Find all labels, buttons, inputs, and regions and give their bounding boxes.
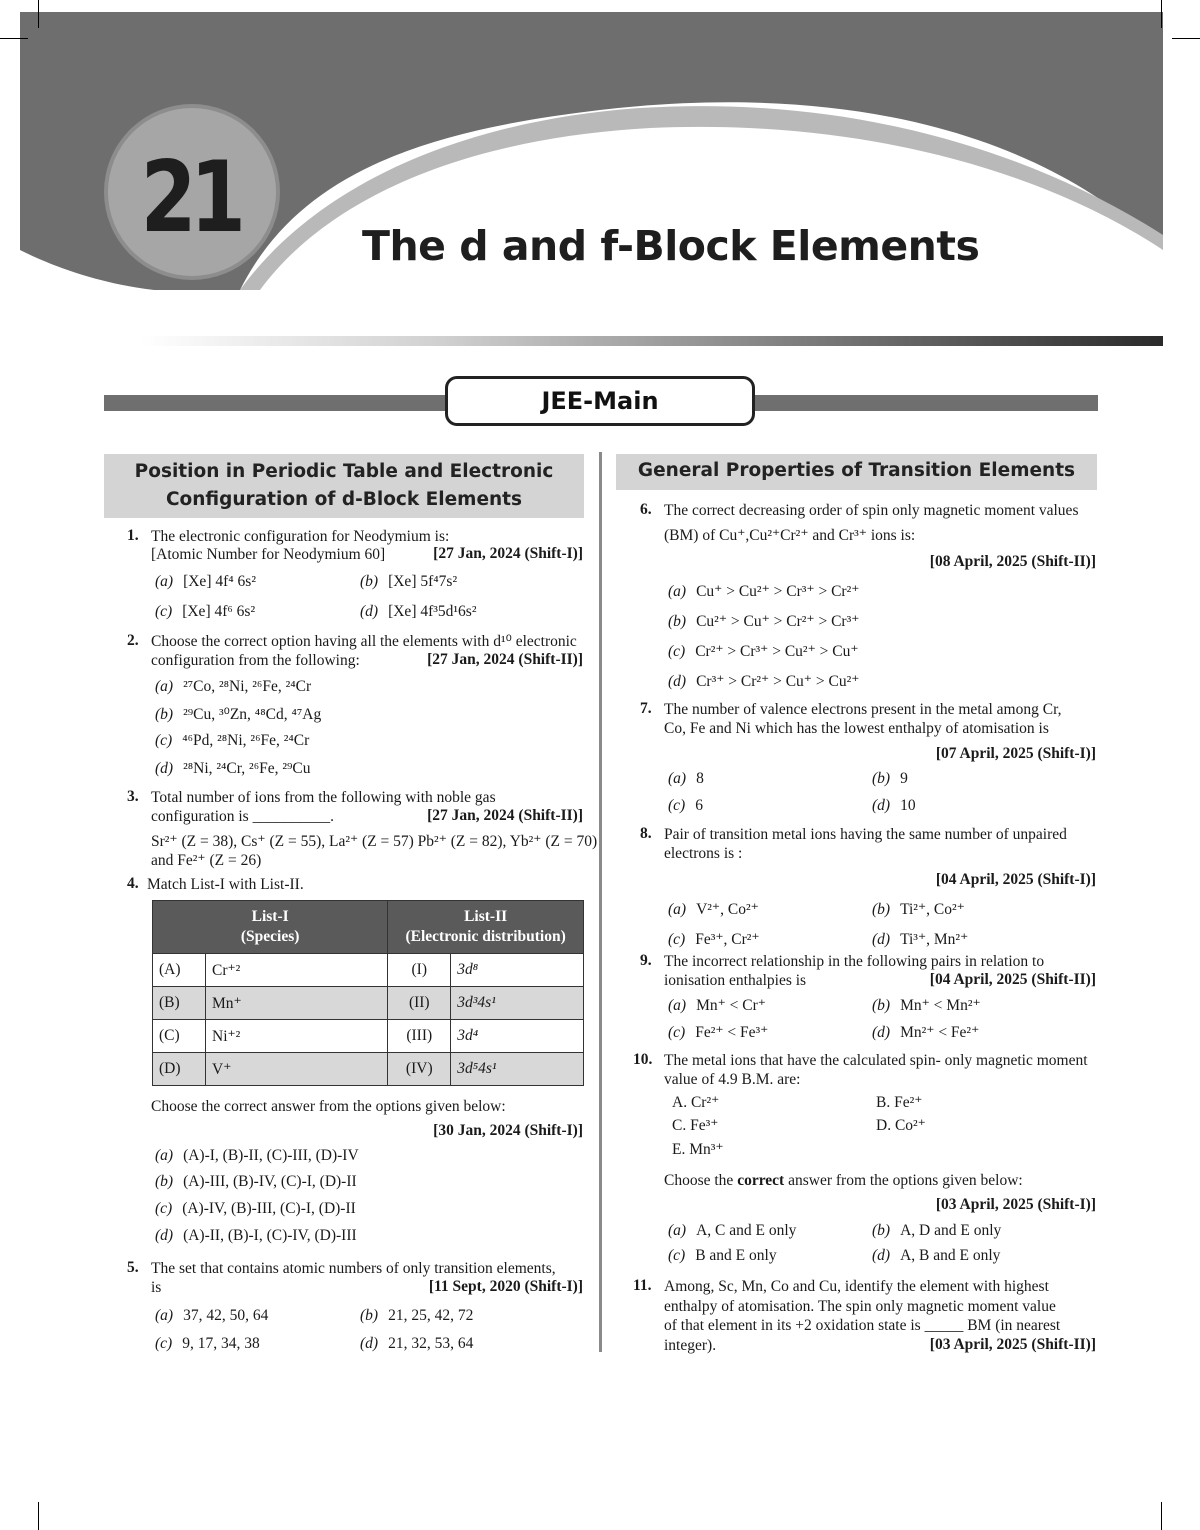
- question-text: ionisation enthalpies is: [664, 972, 807, 989]
- question-text: Co, Fe and Ni which has the lowest enthalpy of atomisation is: [664, 720, 1049, 737]
- exam-source: [27 Jan, 2024 (Shift-II)]: [427, 651, 583, 668]
- question-text: electrons is :: [664, 845, 743, 862]
- question-text: Total number of ions from the following with noble gas: [151, 789, 496, 806]
- question-text: integer).: [664, 1337, 717, 1354]
- option-d: (d) Cr³⁺ > Cr²⁺ > Cu⁺ > Cu²⁺: [668, 673, 860, 690]
- list-2-header: List-II (Electronic distribution): [388, 901, 584, 954]
- exam-source: [03 April, 2025 (Shift-I)]: [935, 1196, 1096, 1213]
- crop-mark: [1172, 38, 1200, 39]
- table-row: (C) Ni⁺² (III) 3d⁴: [153, 1020, 584, 1053]
- option-a: (a) (A)-I, (B)-II, (C)-III, (D)-IV: [155, 1147, 359, 1164]
- question-number: 8.: [640, 825, 652, 842]
- option-c: (c) ⁴⁶Pd, ²⁸Ni, ²⁶Fe, ²⁴Cr: [155, 732, 310, 749]
- match-list-table: [152, 900, 584, 1086]
- statement-c: C. Fe³⁺: [672, 1117, 719, 1134]
- statement-d: D. Co²⁺: [876, 1117, 926, 1134]
- option-d: (d) Mn²⁺ < Fe²⁺: [872, 1024, 980, 1041]
- crop-mark: [38, 1502, 39, 1530]
- left-topic-heading: [104, 454, 584, 518]
- exam-source: [27 Jan, 2024 (Shift-II)]: [427, 807, 583, 824]
- section-title: JEE-Main: [445, 376, 755, 426]
- crop-mark: [1161, 0, 1162, 28]
- option-b: (b) ²⁹Cu, ³⁰Zn, ⁴⁸Cd, ⁴⁷Ag: [155, 706, 322, 723]
- statement-b: B. Fe²⁺: [876, 1094, 923, 1111]
- section-bar-left: [104, 395, 449, 411]
- question-text: The incorrect relationship in the following pairs in relation to: [664, 953, 1045, 970]
- crop-mark: [0, 38, 28, 39]
- exam-source: [04 April, 2025 (Shift-II)]: [929, 971, 1096, 988]
- question-text: configuration from the following:: [151, 652, 360, 669]
- question-text: of that element in its +2 oxidation state is _____ BM (in nearest: [664, 1317, 1061, 1334]
- question-text: value of 4.9 B.M. are:: [664, 1071, 801, 1088]
- question-number: 2.: [127, 632, 139, 649]
- table-row: (B) Mn⁺ (II) 3d³4s¹: [153, 987, 584, 1020]
- question-number: 3.: [127, 788, 139, 805]
- option-c: (c) [Xe] 4f⁶ 6s²: [155, 603, 256, 620]
- option-d: (d) 21, 32, 53, 64: [360, 1335, 474, 1352]
- option-d: (d) Ti³⁺, Mn²⁺: [872, 931, 969, 948]
- option-a: (a) [Xe] 4f⁴ 6s²: [155, 573, 256, 590]
- question-number: 4.: [127, 875, 139, 892]
- option-b: (b) Mn⁺ < Mn²⁺: [872, 997, 981, 1014]
- table-row: (D) V⁺ (IV) 3d⁵4s¹: [153, 1053, 584, 1086]
- question-text: Choose the correct answer from the options given below:: [664, 1172, 1023, 1189]
- left-topic-heading-line1: Position in Periodic Table and Electronic: [134, 461, 554, 482]
- chapter-number: 21: [140, 141, 240, 255]
- question-number: 9.: [640, 952, 652, 969]
- list-1-header: List-I (Species): [153, 901, 388, 954]
- question-text: is: [151, 1279, 162, 1296]
- right-topic-heading: General Properties of Transition Elements: [616, 454, 1097, 490]
- question-number: 5.: [127, 1259, 139, 1276]
- question-text: Pair of transition metal ions having the same number of unpaired: [664, 826, 1067, 843]
- question-number: 7.: [640, 700, 652, 717]
- exam-source: [07 April, 2025 (Shift-I)]: [935, 745, 1096, 762]
- option-c: (c) 6: [668, 797, 703, 814]
- question-text: Choose the correct option having all the elements with d¹⁰ electronic: [151, 633, 577, 650]
- question-text: and Fe²⁺ (Z = 26): [151, 852, 262, 869]
- exam-source: [03 April, 2025 (Shift-II)]: [929, 1336, 1096, 1353]
- crop-mark: [1161, 1502, 1162, 1530]
- option-b: (b) [Xe] 5f⁴7s²: [360, 573, 458, 590]
- option-d: (d) 10: [872, 797, 916, 814]
- header-rule: [140, 336, 1163, 346]
- statement-e: E. Mn³⁺: [672, 1141, 724, 1158]
- exam-source: [08 April, 2025 (Shift-II)]: [929, 553, 1096, 570]
- question-text: The metal ions that have the calculated spin- only magnetic moment: [664, 1052, 1088, 1069]
- option-b: (b) (A)-III, (B)-IV, (C)-I, (D)-II: [155, 1173, 357, 1190]
- question-text: The set that contains atomic numbers of only transition elements,: [151, 1260, 556, 1277]
- option-a: (a) V²⁺, Co²⁺: [668, 901, 759, 918]
- option-c: (c) Fe²⁺ < Fe³⁺: [668, 1024, 769, 1041]
- option-a: (a) A, C and E only: [668, 1222, 797, 1239]
- exam-source: [11 Sept, 2020 (Shift-I)]: [428, 1278, 583, 1295]
- option-b: (b) A, D and E only: [872, 1222, 1002, 1239]
- option-a: (a) ²⁷Co, ²⁸Ni, ²⁶Fe, ²⁴Cr: [155, 678, 312, 695]
- question-text: Among, Sc, Mn, Co and Cu, identify the element with highest: [664, 1278, 1049, 1295]
- statement-a: A. Cr²⁺: [672, 1094, 720, 1111]
- option-c: (c) 9, 17, 34, 38: [155, 1335, 260, 1352]
- question-number: 11.: [633, 1277, 652, 1294]
- question-text: The correct decreasing order of spin only magnetic moment values: [664, 502, 1079, 519]
- option-c: (c) (A)-IV, (B)-III, (C)-I, (D)-II: [155, 1200, 356, 1217]
- option-c: (c) B and E only: [668, 1247, 777, 1264]
- question-number: 10.: [633, 1051, 653, 1068]
- column-divider: [599, 452, 602, 1352]
- question-text: configuration is __________.: [151, 808, 334, 825]
- exam-source: [30 Jan, 2024 (Shift-I)]: [433, 1122, 583, 1139]
- question-text: [Atomic Number for Neodymium 60]: [151, 546, 386, 563]
- crop-mark: [38, 0, 39, 28]
- question-number: 6.: [640, 501, 652, 518]
- chapter-title: The d and f-Block Elements: [362, 222, 980, 270]
- option-b: (b) 21, 25, 42, 72: [360, 1307, 474, 1324]
- option-d: (d) [Xe] 4f³5d¹6s²: [360, 603, 477, 620]
- option-a: (a) 8: [668, 770, 704, 787]
- left-topic-heading-line2: Configuration of d-Block Elements: [165, 489, 523, 510]
- option-d: (d) A, B and E only: [872, 1247, 1001, 1264]
- exam-source: [04 April, 2025 (Shift-I)]: [935, 871, 1096, 888]
- question-text: Match List-I with List-II.: [147, 876, 304, 893]
- option-b: (b) Ti²⁺, Co²⁺: [872, 901, 965, 918]
- question-text: enthalpy of atomisation. The spin only magnetic moment value: [664, 1298, 1056, 1315]
- question-text: (BM) of Cu⁺,Cu²⁺Cr²⁺ and Cr³⁺ ions is:: [664, 527, 916, 544]
- exam-source: [27 Jan, 2024 (Shift-I)]: [433, 545, 583, 562]
- question-text: The electronic configuration for Neodymium is:: [151, 528, 450, 545]
- question-text: Choose the correct answer from the options given below:: [151, 1098, 506, 1115]
- option-d: (d) (A)-II, (B)-I, (C)-IV, (D)-III: [155, 1227, 357, 1244]
- question-number: 1.: [127, 527, 139, 544]
- option-c: (c) Fe³⁺, Cr²⁺: [668, 931, 760, 948]
- option-a: (a) 37, 42, 50, 64: [155, 1307, 269, 1324]
- table-row: (A) Cr⁺² (I) 3d⁸: [153, 954, 584, 987]
- option-b: (b) 9: [872, 770, 908, 787]
- option-a: (a) Cu⁺ > Cu²⁺ > Cr³⁺ > Cr²⁺: [668, 583, 860, 600]
- table-header-row: [153, 901, 584, 954]
- question-text: The number of valence electrons present in the metal among Cr,: [664, 701, 1062, 718]
- question-text: Sr²⁺ (Z = 38), Cs⁺ (Z = 55), La²⁺ (Z = 57) Pb²⁺ (Z = 82), Yb²⁺ (Z = 70): [151, 833, 598, 850]
- option-b: (b) Cu²⁺ > Cu⁺ > Cr²⁺ > Cr³⁺: [668, 613, 860, 630]
- option-d: (d) ²⁸Ni, ²⁴Cr, ²⁶Fe, ²⁹Cu: [155, 760, 311, 777]
- option-c: (c) Cr²⁺ > Cr³⁺ > Cu²⁺ > Cu⁺: [668, 643, 859, 660]
- option-a: (a) Mn⁺ < Cr⁺: [668, 997, 766, 1014]
- section-bar-right: [752, 395, 1098, 411]
